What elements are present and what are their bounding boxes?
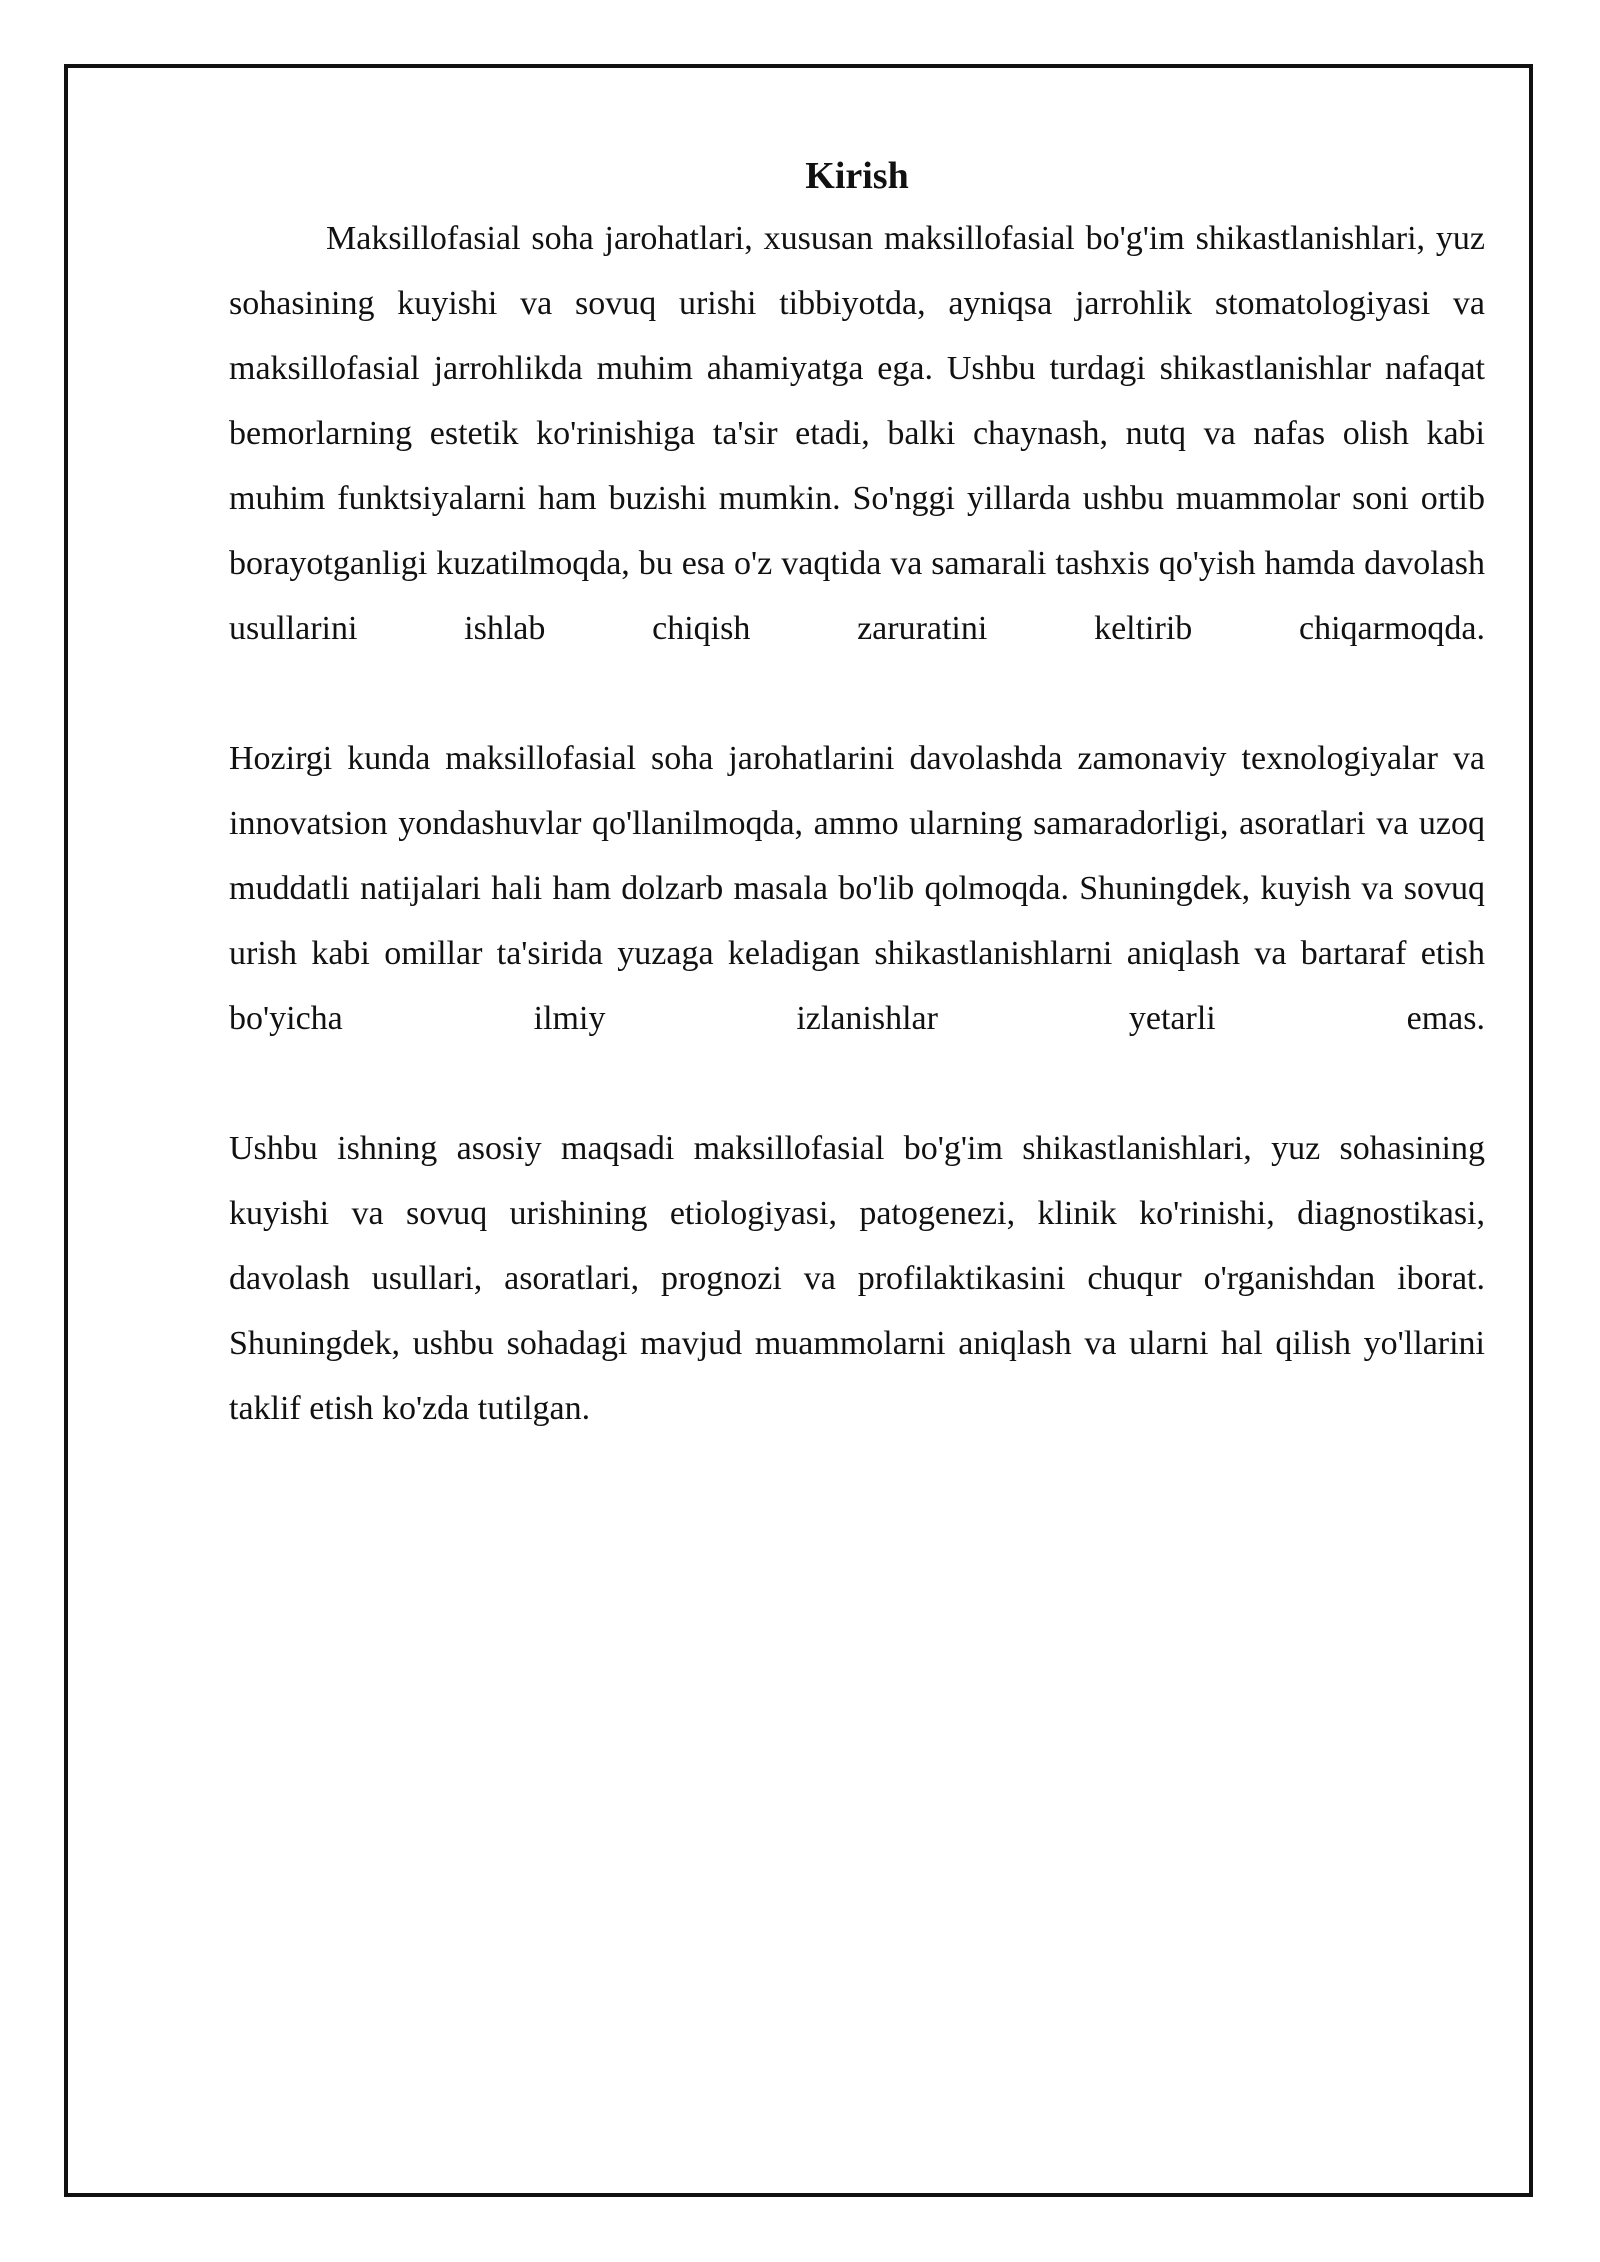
- paragraph-current-state: Hozirgi kunda maksillofasial soha jarohatlarini davolashda zamonaviy texnologiyalar va innovatsion yondashuvlar qo'llanilmoqda, ammo ularning samaradorligi, asoratlari va uzoq muddatli natijalari hali ham dolzarb masala bo'lib qolmoqda. Shuningdek, kuyish va sovuq urish kabi omillar ta'sirida yuzaga keladigan shikastlanishlarni aniqlash va bartaraf etish bo'yicha ilmiy izlanishlar yetarli emas.: [229, 740, 1485, 1037]
- document-body: [229, 150, 1485, 1441]
- page-title: Kirish: [805, 155, 909, 197]
- paragraph-intro: Maksillofasial soha jarohatlari, xususan maksillofasial bo'g'im shikastlanishlari, yuz sohasining kuyishi va sovuq urishi tibbiyotda, ayniqsa jarrohlik stomatologiyasi va maksillofasial jarrohlikda muhim ahamiyatga ega. Ushbu turdagi shikastlanishlar nafaqat bemorlarning estetik ko'rinishiga ta'sir etadi, balki chaynash, nutq va nafas olish kabi muhim funktsiyalarni ham buzishi mumkin. So'nggi yillarda ushbu muammolar soni ortib borayotganligi kuzatilmoqda, bu esa o'z vaqtida va samarali tashxis qo'yish hamda davolash usullarini ishlab chiqish zaruratini keltirib chiqarmoqda.: [229, 220, 1485, 647]
- paragraph-goal: Ushbu ishning asosiy maqsadi maksillofasial bo'g'im shikastlanishlari, yuz sohasining kuyishi va sovuq urishining etiologiyasi, patogenezi, klinik ko'rinishi, diagnostikasi, davolash usullari, asoratlari, prognozi va profilaktikasini chuqur o'rganishdan iborat. Shuningdek, ushbu sohadagi mavjud muammolarni aniqlash va ularni hal qilish yo'llarini taklif etish ko'zda tutilgan.: [229, 1130, 1485, 1427]
